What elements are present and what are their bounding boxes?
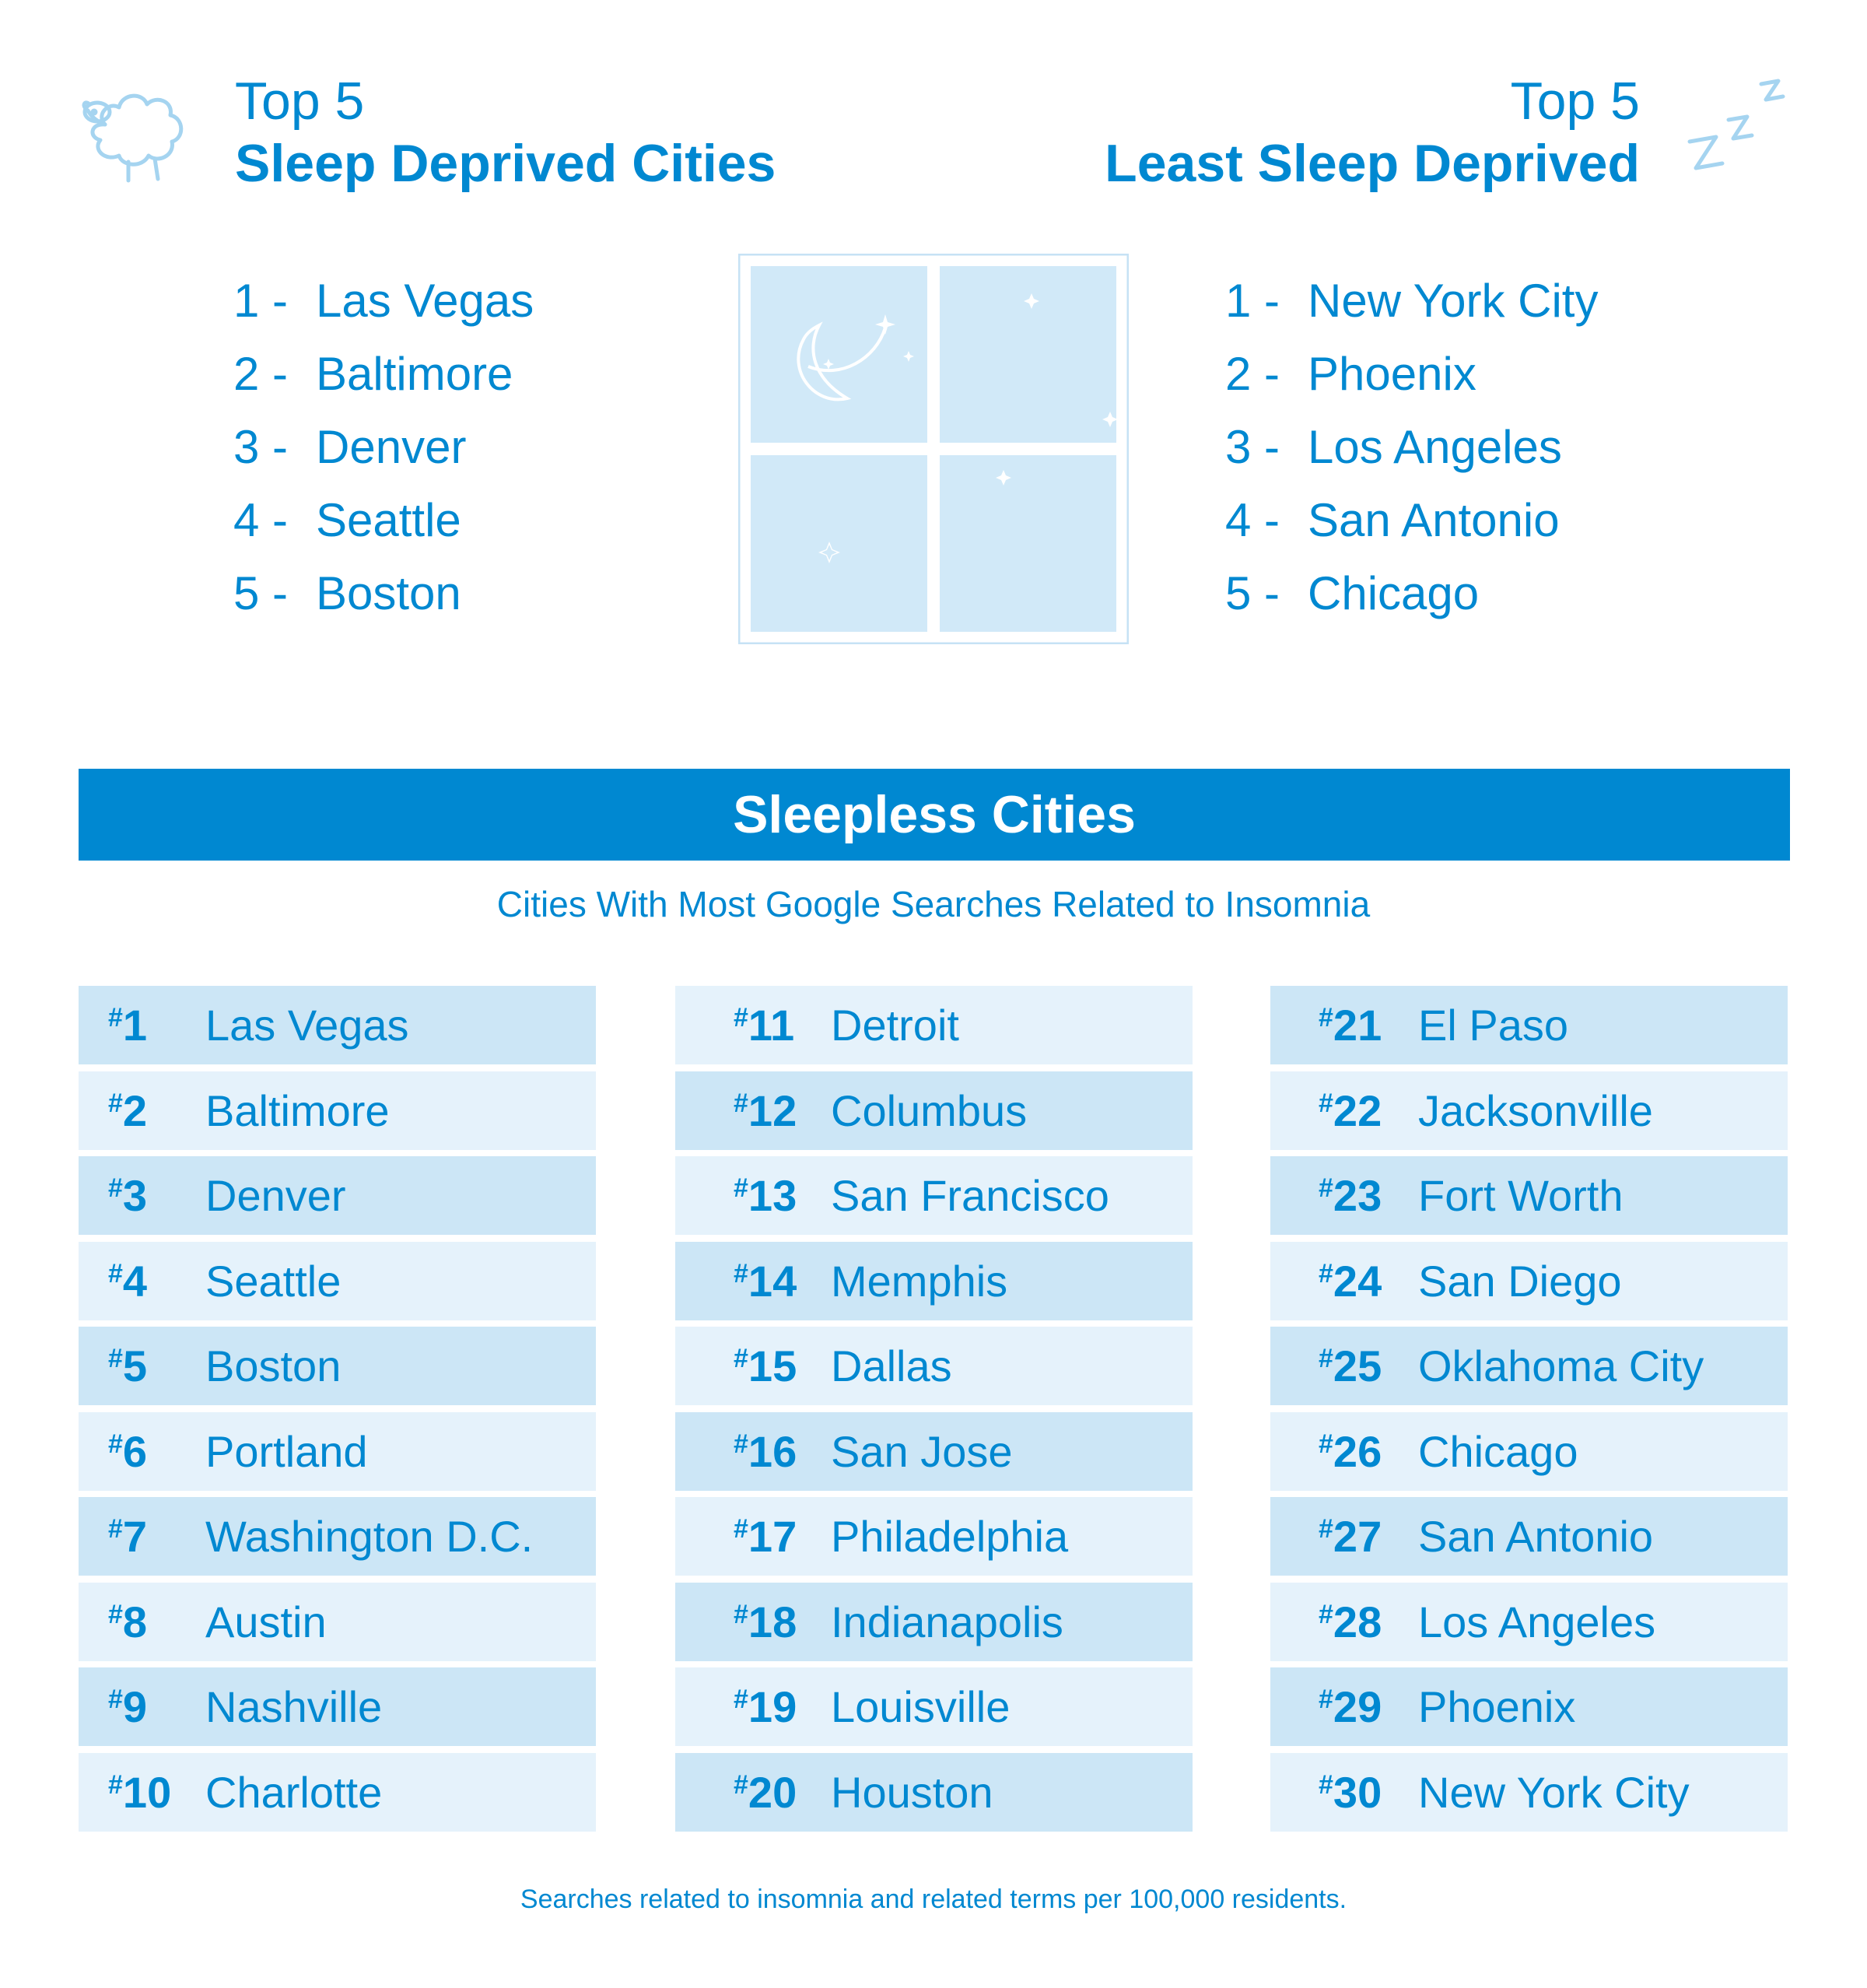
city-name: San Francisco	[831, 1171, 1109, 1220]
rank-number: #2	[108, 1085, 148, 1135]
table-row	[1270, 1412, 1788, 1491]
rank-number: #12	[734, 1085, 797, 1135]
city-name: Austin	[205, 1597, 327, 1646]
rank-number: #10	[108, 1767, 172, 1817]
rank-number: #13	[734, 1171, 797, 1220]
table-row	[79, 1327, 596, 1405]
city-name: San Jose	[831, 1426, 1013, 1476]
rank-number: #17	[734, 1512, 797, 1561]
city-name: Chicago	[1308, 567, 1480, 619]
list-item: 5 - Boston	[233, 567, 461, 619]
city-name: Denver	[205, 1171, 346, 1220]
rank-number: #27	[1319, 1512, 1382, 1561]
table-row	[675, 1583, 1193, 1661]
list-item: 1 - Las Vegas	[233, 275, 534, 327]
city-name: Fort Worth	[1418, 1171, 1624, 1220]
table-row	[675, 1071, 1193, 1150]
list-item: 5 - Chicago	[1225, 567, 1480, 619]
rank-number: #6	[108, 1426, 148, 1476]
city-name: El Paso	[1418, 1001, 1568, 1050]
table-row	[675, 1497, 1193, 1576]
table-row	[79, 1071, 596, 1150]
city-name: Detroit	[831, 1001, 959, 1050]
table-row	[1270, 1497, 1788, 1576]
table-row	[1270, 1156, 1788, 1235]
city-name: Portland	[205, 1426, 368, 1476]
city-name: Chicago	[1418, 1426, 1578, 1476]
least-sleep-deprived-list	[1225, 265, 1598, 630]
sleep-deprived-list	[233, 265, 534, 630]
rankings-column-2	[675, 986, 1193, 1838]
rank-number: #26	[1319, 1426, 1382, 1476]
rank-number: #4	[108, 1256, 148, 1306]
city-name: Columbus	[831, 1085, 1028, 1135]
rank-number: #25	[1319, 1341, 1382, 1390]
rank-number: #14	[734, 1256, 797, 1306]
rank-number: #15	[734, 1341, 797, 1390]
table-row	[675, 1753, 1193, 1832]
table-row	[675, 1327, 1193, 1405]
rank-number: #22	[1319, 1085, 1382, 1135]
city-name: San Antonio	[1308, 494, 1560, 546]
table-row	[79, 1497, 596, 1576]
city-name: Dallas	[831, 1341, 952, 1390]
city-name: Houston	[831, 1767, 993, 1817]
table-row	[675, 1242, 1193, 1320]
table-row	[1270, 1583, 1788, 1661]
rankings-column-1	[79, 986, 596, 1838]
rank-number: #9	[108, 1682, 148, 1731]
city-name: Jacksonville	[1418, 1085, 1653, 1135]
rank-number: #30	[1319, 1767, 1382, 1817]
list-item: 4 - Seattle	[233, 494, 461, 546]
table-row	[675, 1156, 1193, 1235]
city-name: Boston	[316, 567, 461, 619]
city-name: Charlotte	[205, 1767, 383, 1817]
table-row	[79, 1412, 596, 1491]
city-name: Baltimore	[205, 1085, 390, 1135]
city-name: New York City	[1418, 1767, 1690, 1817]
rank-number: #1	[108, 1001, 148, 1050]
city-name: Phoenix	[1418, 1682, 1576, 1731]
footnote: Searches related to insomnia and related terms per 100,000 residents.	[520, 1885, 1347, 1914]
rank-number: #3	[108, 1171, 148, 1220]
city-name: Washington D.C.	[205, 1512, 534, 1561]
city-name: Los Angeles	[1418, 1597, 1656, 1646]
city-name: Seattle	[316, 494, 461, 546]
list-item: 3 - Denver	[233, 421, 467, 473]
table-row	[1270, 1242, 1788, 1320]
rank-number: #28	[1319, 1597, 1382, 1646]
night-window-icon	[738, 254, 1129, 644]
table-row	[1270, 1327, 1788, 1405]
city-name: Indianapolis	[831, 1597, 1063, 1646]
rank-number: #23	[1319, 1171, 1382, 1220]
rank-number: #20	[734, 1767, 797, 1817]
rank-number: #29	[1319, 1682, 1382, 1731]
table-row	[1270, 1667, 1788, 1746]
table-row	[1270, 986, 1788, 1064]
city-name: Las Vegas	[205, 1001, 409, 1050]
city-name: San Antonio	[1418, 1512, 1654, 1561]
sheep-icon	[74, 78, 198, 187]
rank-number: #18	[734, 1597, 797, 1646]
section-subtitle: Cities With Most Google Searches Related to Insomnia	[496, 884, 1371, 924]
city-name: Phoenix	[1308, 348, 1476, 400]
zzz-icon	[1680, 75, 1797, 191]
rank-number: #8	[108, 1597, 148, 1646]
list-item: 3 - Los Angeles	[1225, 421, 1562, 473]
rank-number: #21	[1319, 1001, 1382, 1050]
left-header-top5: Top 5	[235, 72, 365, 131]
city-name: Memphis	[831, 1256, 1008, 1306]
table-row	[79, 1242, 596, 1320]
table-row	[675, 986, 1193, 1064]
left-header-title: Sleep Deprived Cities	[235, 134, 776, 193]
rank-number: #5	[108, 1341, 148, 1390]
city-name: Louisville	[831, 1682, 1011, 1731]
table-row	[79, 1753, 596, 1832]
city-name: Denver	[316, 421, 467, 473]
section-banner: Sleepless Cities	[79, 769, 1790, 861]
rank-number: #11	[734, 1001, 795, 1050]
table-row	[79, 1156, 596, 1235]
city-name: Seattle	[205, 1256, 342, 1306]
city-name: New York City	[1308, 275, 1599, 327]
city-name: Oklahoma City	[1418, 1341, 1704, 1390]
city-name: San Diego	[1418, 1256, 1622, 1306]
city-name: Boston	[205, 1341, 342, 1390]
table-row	[1270, 1071, 1788, 1150]
table-row	[675, 1667, 1193, 1746]
list-item: 2 - Baltimore	[233, 348, 513, 400]
city-name: Los Angeles	[1308, 421, 1562, 473]
rank-number: #7	[108, 1512, 148, 1561]
city-name: Baltimore	[316, 348, 513, 400]
right-header-top5: Top 5	[1510, 72, 1640, 131]
table-row	[79, 1583, 596, 1661]
rank-number: #24	[1319, 1256, 1382, 1306]
city-name: Las Vegas	[316, 275, 534, 327]
list-item: 4 - San Antonio	[1225, 494, 1560, 546]
table-row	[675, 1412, 1193, 1491]
table-row	[79, 986, 596, 1064]
table-row	[79, 1667, 596, 1746]
table-row	[1270, 1753, 1788, 1832]
rank-number: #19	[734, 1682, 797, 1731]
rankings-column-3	[1270, 986, 1788, 1838]
list-item: 2 - Phoenix	[1225, 348, 1476, 400]
city-name: Philadelphia	[831, 1512, 1069, 1561]
rank-number: #16	[734, 1426, 797, 1476]
list-item: 1 - New York City	[1225, 275, 1599, 327]
city-name: Nashville	[205, 1682, 383, 1731]
right-header-title: Least Sleep Deprived	[1105, 134, 1640, 193]
